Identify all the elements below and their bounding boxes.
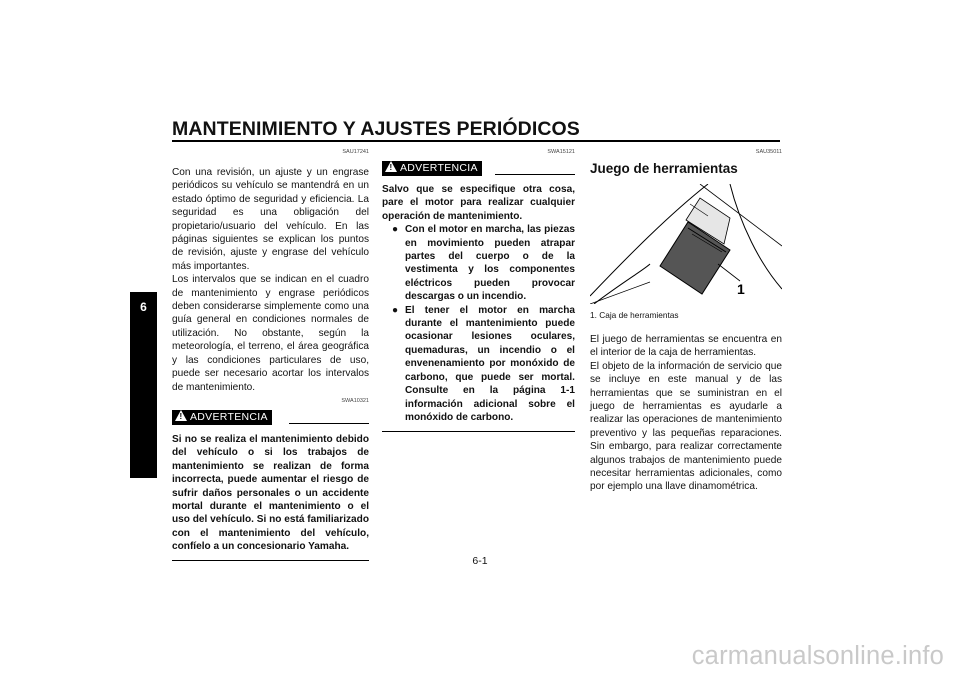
- section-code: SAU35011: [755, 149, 782, 155]
- figure-callout: 1: [737, 281, 745, 297]
- warning-badge: ! ADVERTENCIA: [382, 161, 482, 176]
- warning-end-rule: [382, 431, 575, 432]
- warning-header: [172, 408, 369, 428]
- body-paragraph-2: El objeto de la información de servicio que se incluye en este manual y de las herramientas que se suministran en el juego de herramientas es ayudarle a realizar las operaciones de mantenimiento preventivo y las pequeñas reparaciones. Sin embargo, para realizar correctamente algunos trabajos de mantenimiento puede necesitar herramientas adicionales, como por ejemplo una llave dinamométrica.: [590, 360, 782, 493]
- page-title: MANTENIMIENTO Y AJUSTES PERIÓDICOS: [172, 118, 580, 140]
- right-column: [590, 148, 782, 494]
- body-paragraph-1: El juego de herramientas se encuentra en el interior de la caja de herramientas.: [590, 334, 782, 359]
- title-rule: [172, 140, 780, 142]
- watermark: carmanualsonline.info: [691, 642, 944, 670]
- toolkit-figure: [590, 184, 787, 304]
- left-column: [172, 148, 369, 561]
- warning-intro: Salvo que se especifique otra cosa, pare el motor para realizar cualquier operación de mantenimiento.: [382, 184, 575, 222]
- bullet-icon: ●: [392, 224, 399, 236]
- warning-text: Si no se realiza el mantenimiento debido del vehículo o si los trabajos de mantenimiento se realizan de forma incorrecta, puede aumentar el riesgo de sufrir daños personales o un accidente mortal durante el mantenimiento o el uso del vehículo. Si no está familiarizado con el mantenimiento del vehículo, confíelo a un concesionario Yamaha.: [172, 433, 369, 553]
- figure-caption: 1. Caja de herramientas: [590, 310, 679, 320]
- bullet-icon: ●: [392, 304, 399, 316]
- middle-column: [382, 148, 575, 432]
- section-heading: Juego de herramientas: [590, 161, 738, 176]
- warning-rule: [495, 174, 575, 175]
- intro-paragraph-2: Los intervalos que se indican en el cuadro de mantenimiento y engrase periódicos deben considerarse simplemente como una guía general en condiciones normales de utilización. No obstante, según la meteorología, el terreno, el área geográfica y las condiciones particulares de uso, puede ser necesario acortar los intervalos de mantenimiento.: [172, 274, 369, 393]
- warning-badge: ! ADVERTENCIA: [172, 410, 272, 425]
- warning-code: SWA15121: [547, 149, 575, 155]
- page-number: 6-1: [472, 555, 488, 567]
- chapter-number: 6: [140, 300, 147, 314]
- warning-triangle-icon: !: [175, 410, 187, 421]
- chapter-tab: [130, 292, 157, 478]
- warning-triangle-icon: !: [385, 161, 397, 172]
- intro-paragraph-1: Con una revisión, un ajuste y un engrase periódicos su vehículo se mantendrá en un estado óptimo de seguridad y eficiencia. La seguridad es una obligación del propietario/usuario del vehículo. En las páginas siguientes se explican los puntos de revisión, ajuste y engrase del vehículo más importantes.: [172, 167, 369, 272]
- warning-header: [382, 159, 575, 179]
- section-code: SAU17241: [342, 149, 369, 155]
- warning-bullet: ● Con el motor en marcha, las piezas en movimiento pueden atrapar partes del cuerpo o de la vestimenta y los componentes eléctricos pueden provocar descargas o un incendio.: [392, 224, 575, 303]
- warning-bullet: ● El tener el motor en marcha durante el mantenimiento puede ocasionar lesiones oculares, quemaduras, un incendio o el envenenamiento por monóxido de carbono, que puede ser mortal. Consulte en la página 1-1 información adicional sobre el monóxido de carbono.: [392, 304, 575, 423]
- warning-code: SWA10321: [341, 397, 369, 404]
- warning-rule: [289, 423, 369, 424]
- toolkit-illustration: [590, 184, 782, 304]
